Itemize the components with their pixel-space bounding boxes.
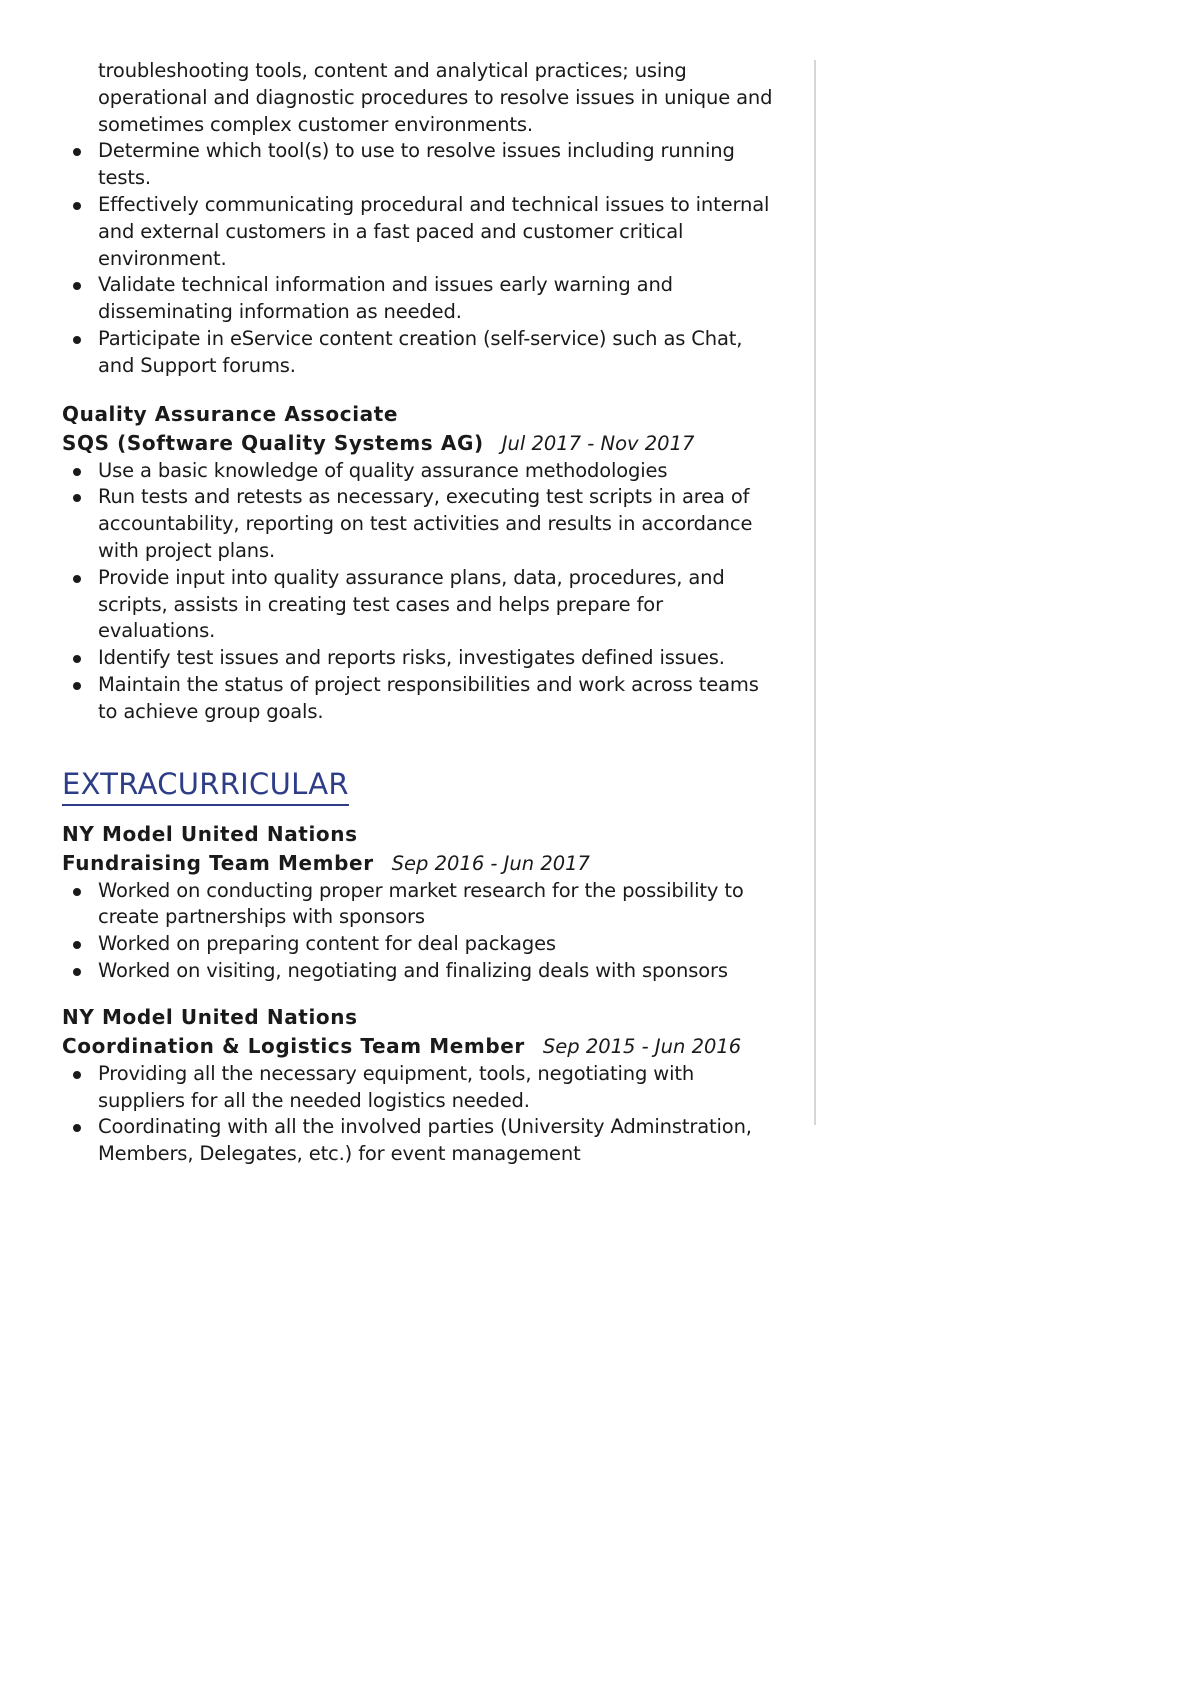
bullet-dot-icon	[73, 202, 81, 210]
bullet-item	[62, 645, 782, 672]
section-heading-extracurricular: EXTRACURRICULAR	[62, 766, 349, 806]
role-bullets	[62, 1061, 782, 1168]
bullet-text: Participate in eService content creation (self-service) such as Chat, and Support forums.	[98, 326, 743, 377]
bullet-dot-icon	[73, 968, 81, 976]
bullet-dot-icon	[73, 575, 81, 583]
bullet-dot-icon	[73, 655, 81, 663]
bullet-dot-icon	[73, 282, 81, 290]
role-name: Fundraising Team Member	[62, 850, 374, 875]
bullet-text: Use a basic knowledge of quality assurance methodologies	[98, 458, 668, 482]
bullet-text: Worked on preparing content for deal packages	[98, 932, 556, 956]
bullet-text: Maintain the status of project responsibilities and work across teams to achieve group goals.	[98, 672, 759, 723]
bullet-text: Run tests and retests as necessary, executing test scripts in area of accountability, reporting on test activities and results in accordance with project plans.	[98, 485, 753, 562]
bullet-dot-icon	[73, 336, 81, 344]
bullet-dot-icon	[73, 1071, 81, 1079]
extracurricular-entry	[62, 820, 782, 985]
bullet-item	[62, 272, 782, 326]
bullet-text: Providing all the necessary equipment, tools, negotiating with suppliers for all the needed logistics needed.	[98, 1061, 695, 1112]
bullet-text: Effectively communicating procedural and technical issues to internal and external customers in a fast paced and customer critical environment.	[98, 192, 770, 270]
bullet-text: Worked on conducting proper market research for the possibility to create partnerships with sponsors	[98, 878, 744, 929]
role-dates: Sep 2016 - Jun 2017	[391, 851, 590, 875]
extracurricular-entry	[62, 1003, 782, 1168]
bullet-text: Provide input into quality assurance plans, data, procedures, and scripts, assists in creating test cases and helps prepare for evaluations.	[98, 565, 725, 643]
column-divider	[814, 60, 816, 1125]
role-dates: Sep 2015 - Jun 2016	[542, 1034, 742, 1058]
role-subtitle	[62, 1032, 782, 1061]
bullet-text: Determine which tool(s) to use to resolve issues including running tests.	[98, 139, 735, 190]
bullet-item	[62, 1114, 782, 1168]
bullet-dot-icon	[73, 148, 81, 156]
bullet-item	[62, 1061, 782, 1115]
bullet-text: troubleshooting tools, content and analytical practices; using operational and diagnostic procedures to resolve issues in unique and sometimes complex customer environments.	[98, 59, 773, 136]
bullet-item	[62, 58, 782, 138]
job-title: Quality Assurance Associate	[62, 401, 399, 426]
bullet-item	[62, 958, 782, 985]
bullet-item	[62, 565, 782, 645]
bullet-dot-icon	[73, 941, 81, 949]
bullet-item	[62, 192, 782, 272]
bullet-item	[62, 458, 782, 485]
organization-name: NY Model United Nations	[62, 821, 358, 846]
bullet-item	[62, 484, 782, 564]
bullet-item	[62, 878, 782, 932]
bullet-text: Worked on visiting, negotiating and finalizing deals with sponsors	[98, 958, 728, 982]
bullet-dot-icon	[73, 494, 81, 502]
bullet-dot-icon	[73, 1124, 81, 1132]
job-bullets	[62, 458, 782, 726]
bullet-text: Coordinating with all the involved parties (University Adminstration, Members, Delegates, etc.) for event management	[98, 1115, 752, 1166]
bullet-text: Validate technical information and issues early warning and disseminating information as needed.	[98, 273, 673, 324]
bullet-dot-icon	[73, 468, 81, 476]
job-subtitle	[62, 429, 782, 458]
bullet-dot-icon	[73, 888, 81, 896]
bullet-item	[62, 326, 782, 380]
company-name: SQS (Software Quality Systems AG)	[62, 430, 484, 455]
role-bullets	[62, 878, 782, 985]
experience-entry	[62, 400, 782, 726]
organization-name: NY Model United Nations	[62, 1004, 358, 1029]
resume-main-column	[62, 58, 782, 1168]
bullet-item	[62, 931, 782, 958]
bullet-dot-icon	[73, 682, 81, 690]
bullet-item	[62, 138, 782, 192]
continued-job-bullets	[62, 58, 782, 380]
role-name: Coordination & Logistics Team Member	[62, 1033, 525, 1058]
role-subtitle	[62, 849, 782, 878]
bullet-text: Identify test issues and reports risks, investigates defined issues.	[98, 646, 725, 670]
job-dates: Jul 2017 - Nov 2017	[501, 431, 695, 455]
bullet-item	[62, 672, 782, 726]
